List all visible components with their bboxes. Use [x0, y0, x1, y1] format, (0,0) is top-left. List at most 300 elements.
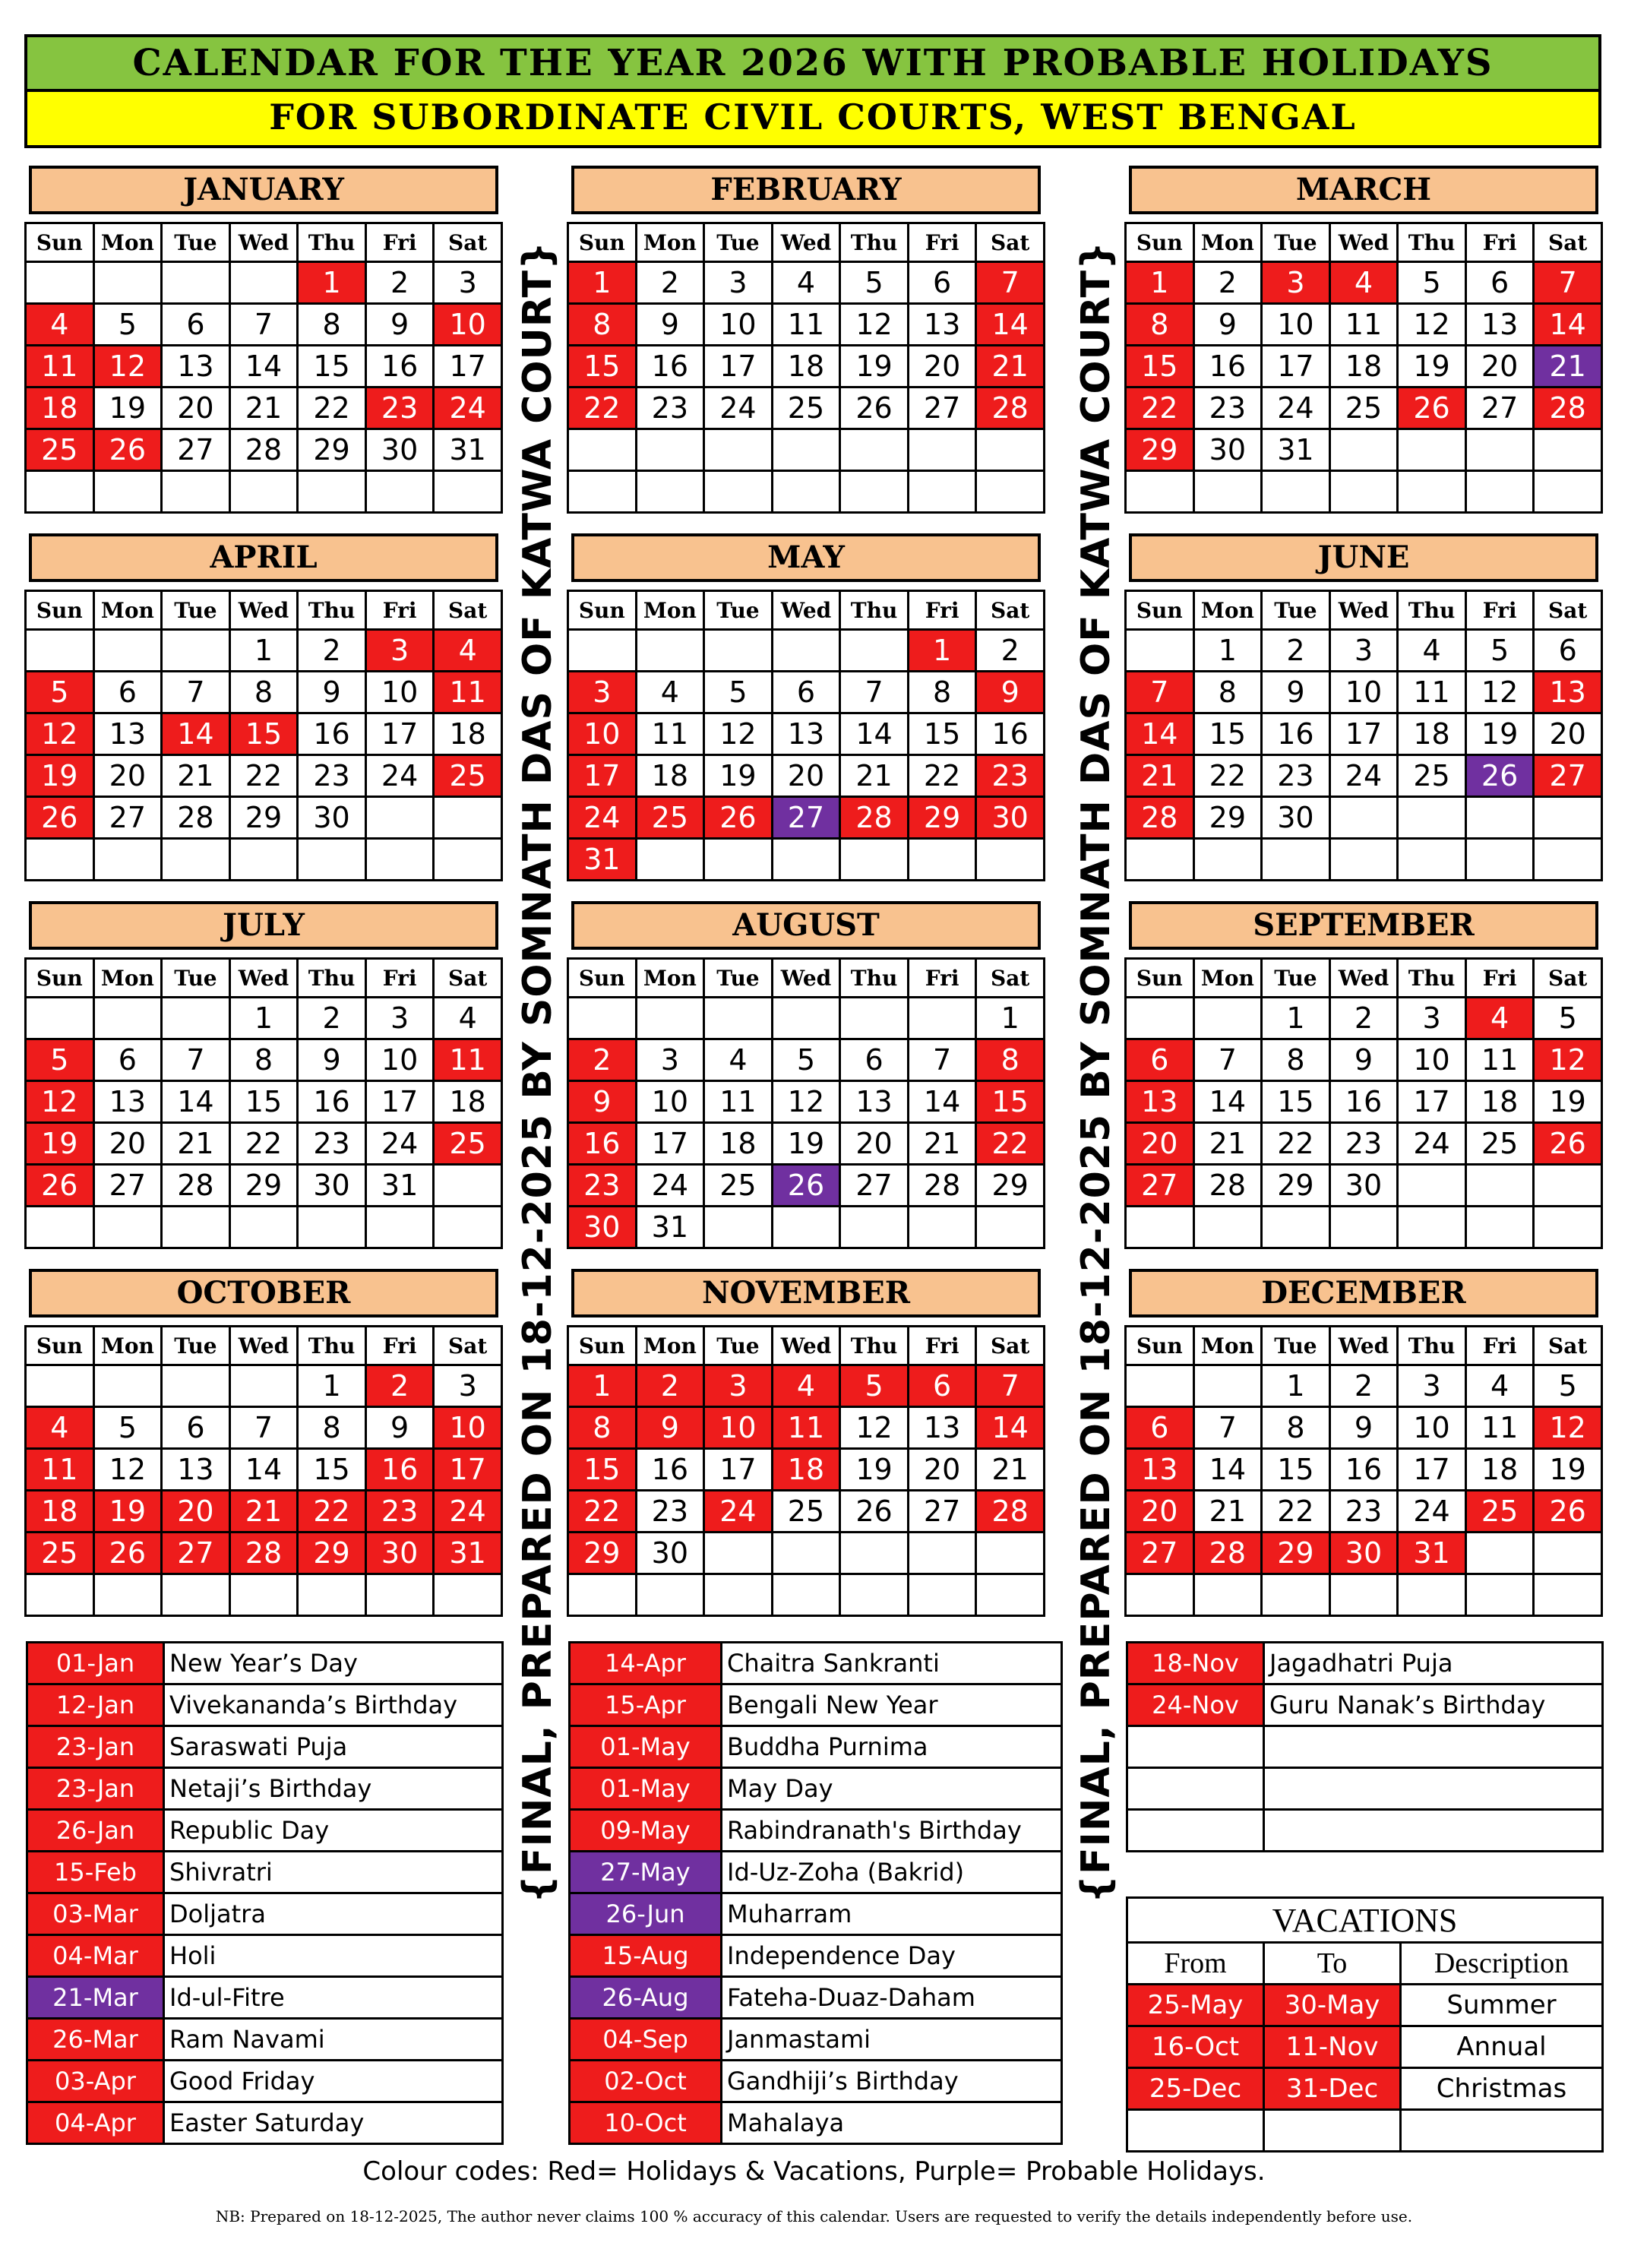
day-cell: 11 — [772, 1407, 840, 1449]
calendar-subtitle: FOR SUBORDINATE CIVIL COURTS, WEST BENGAL — [24, 92, 1601, 148]
holiday-name: Guru Nanak’s Birthday — [1264, 1684, 1603, 1726]
holiday-date: 18-Nov — [1127, 1643, 1264, 1684]
day-cell: 15 — [1262, 1449, 1330, 1491]
day-cell: 3 — [1398, 1365, 1466, 1407]
day-cell: 28 — [229, 1533, 298, 1574]
day-cell: 9 — [636, 1407, 704, 1449]
day-cell: 22 — [1193, 755, 1262, 797]
day-cell: 6 — [93, 672, 162, 713]
day-cell: 6 — [1126, 1407, 1194, 1449]
empty-cell — [162, 630, 230, 672]
day-cell: 21 — [1193, 1491, 1262, 1533]
day-cell: 27 — [1126, 1165, 1194, 1207]
empty-cell — [434, 839, 502, 881]
day-cell: 4 — [1329, 262, 1398, 304]
empty-cell — [1329, 797, 1398, 839]
holiday-date: 01-May — [570, 1768, 722, 1810]
weekday-label: Mon — [93, 591, 162, 630]
day-cell: 6 — [162, 1407, 230, 1449]
day-cell: 6 — [908, 262, 976, 304]
day-cell: 24 — [434, 387, 502, 429]
day-cell: 29 — [229, 797, 298, 839]
empty-cell — [840, 839, 909, 881]
day-cell: 15 — [1262, 1081, 1330, 1123]
day-cell: 4 — [434, 630, 502, 672]
day-cell: 30 — [976, 797, 1045, 839]
holiday-date: 04-Mar — [27, 1935, 164, 1977]
empty-cell — [1193, 1365, 1262, 1407]
day-cell: 8 — [298, 304, 366, 346]
day-cell: 19 — [840, 1449, 909, 1491]
day-cell: 11 — [636, 713, 704, 755]
day-cell: 11 — [26, 1449, 94, 1491]
day-cell: 13 — [908, 304, 976, 346]
weekday-label: Sun — [1126, 1327, 1194, 1365]
month-july — [24, 901, 503, 1249]
vacation-to: 31-Dec — [1264, 2068, 1401, 2110]
empty-cell — [1126, 471, 1194, 513]
weekday-label: Thu — [298, 223, 366, 262]
day-cell: 4 — [1398, 630, 1466, 672]
day-cell: 21 — [162, 755, 230, 797]
day-cell: 18 — [1329, 346, 1398, 387]
empty-cell — [93, 839, 162, 881]
holiday-row — [570, 2061, 1062, 2102]
day-cell: 2 — [636, 262, 704, 304]
day-cell: 13 — [93, 1081, 162, 1123]
day-cell: 1 — [298, 1365, 366, 1407]
day-cell: 2 — [1193, 262, 1262, 304]
weekday-label: Tue — [1262, 223, 1330, 262]
holiday-date: 10-Oct — [570, 2102, 722, 2144]
holiday-date: 01-May — [570, 1726, 722, 1768]
empty-cell — [772, 1207, 840, 1248]
day-cell: 28 — [976, 387, 1045, 429]
empty-cell — [636, 630, 704, 672]
empty-cell — [772, 630, 840, 672]
empty-cell — [976, 1207, 1045, 1248]
weekday-label: Thu — [840, 223, 909, 262]
day-cell: 4 — [636, 672, 704, 713]
weekday-label: Wed — [229, 591, 298, 630]
day-cell: 26 — [704, 797, 773, 839]
day-cell: 7 — [1193, 1039, 1262, 1081]
day-cell: 30 — [1329, 1165, 1398, 1207]
holiday-name: Bengali New Year — [722, 1684, 1062, 1726]
day-cell: 17 — [1398, 1081, 1466, 1123]
empty-cell — [908, 429, 976, 471]
empty-cell — [1465, 471, 1534, 513]
day-cell: 6 — [1126, 1039, 1194, 1081]
empty-cell — [298, 471, 366, 513]
empty-cell — [162, 262, 230, 304]
day-cell: 2 — [365, 262, 434, 304]
day-cell: 24 — [636, 1165, 704, 1207]
day-cell: 15 — [229, 1081, 298, 1123]
day-cell: 22 — [1126, 387, 1194, 429]
empty-cell — [1465, 1533, 1534, 1574]
empty-cell — [908, 839, 976, 881]
day-cell: 11 — [26, 346, 94, 387]
day-cell: 17 — [365, 713, 434, 755]
weekday-label: Sat — [976, 223, 1045, 262]
day-cell: 27 — [93, 797, 162, 839]
day-cell: 9 — [568, 1081, 637, 1123]
day-cell: 22 — [229, 755, 298, 797]
month-june — [1124, 533, 1603, 881]
vacation-description: Christmas — [1401, 2068, 1603, 2110]
weekday-label: Wed — [1329, 591, 1398, 630]
empty-cell — [1262, 839, 1330, 881]
vacation-description — [1401, 2110, 1603, 2152]
holiday-name: Saraswati Puja — [164, 1726, 503, 1768]
holiday-name: Gandhiji’s Birthday — [722, 2061, 1062, 2102]
empty-cell — [772, 1574, 840, 1616]
vacation-from: 16-Oct — [1127, 2026, 1264, 2068]
day-cell: 26 — [1398, 387, 1466, 429]
holiday-date: 26-Aug — [570, 1977, 722, 2019]
day-cell: 17 — [1329, 713, 1398, 755]
weekday-label: Thu — [298, 959, 366, 998]
day-cell: 2 — [1329, 998, 1398, 1039]
holiday-name: Jagadhatri Puja — [1264, 1643, 1603, 1684]
day-cell: 9 — [976, 672, 1045, 713]
day-cell: 20 — [93, 1123, 162, 1165]
day-cell: 6 — [1465, 262, 1534, 304]
day-cell: 16 — [976, 713, 1045, 755]
day-cell: 13 — [840, 1081, 909, 1123]
day-cell: 1 — [1193, 630, 1262, 672]
weekday-label: Wed — [229, 1327, 298, 1365]
day-cell: 14 — [1193, 1449, 1262, 1491]
day-cell: 23 — [636, 1491, 704, 1533]
vacation-from: 25-May — [1127, 1985, 1264, 2026]
day-cell: 24 — [704, 1491, 773, 1533]
weekday-label: Tue — [1262, 959, 1330, 998]
day-cell: 25 — [1329, 387, 1398, 429]
month-name: JUNE — [1129, 533, 1598, 582]
day-cell: 13 — [93, 713, 162, 755]
day-cell: 30 — [636, 1533, 704, 1574]
day-cell: 30 — [568, 1207, 637, 1248]
day-cell: 1 — [568, 262, 637, 304]
day-cell: 22 — [298, 1491, 366, 1533]
day-cell: 4 — [26, 304, 94, 346]
empty-cell — [772, 998, 840, 1039]
weekday-label: Sun — [26, 591, 94, 630]
weekday-label: Sat — [1534, 959, 1602, 998]
day-cell: 15 — [568, 1449, 637, 1491]
empty-cell — [1126, 1365, 1194, 1407]
weekday-label: Tue — [1262, 591, 1330, 630]
day-cell: 7 — [229, 1407, 298, 1449]
vacation-description: Summer — [1401, 1985, 1603, 2026]
day-cell: 25 — [26, 429, 94, 471]
empty-cell — [1329, 471, 1398, 513]
month-name: SEPTEMBER — [1129, 901, 1598, 950]
weekday-label: Sat — [434, 1327, 502, 1365]
empty-cell — [229, 1365, 298, 1407]
weekday-label: Tue — [1262, 1327, 1330, 1365]
day-cell: 12 — [1398, 304, 1466, 346]
day-cell: 30 — [1262, 797, 1330, 839]
day-cell: 7 — [162, 672, 230, 713]
day-cell: 30 — [1193, 429, 1262, 471]
holiday-row — [570, 1935, 1062, 1977]
weekday-label: Sat — [1534, 591, 1602, 630]
empty-cell — [298, 839, 366, 881]
empty-cell — [298, 1574, 366, 1616]
day-cell: 25 — [704, 1165, 773, 1207]
day-cell: 21 — [840, 755, 909, 797]
empty-cell — [1193, 1574, 1262, 1616]
day-cell: 17 — [434, 346, 502, 387]
day-cell: 14 — [840, 713, 909, 755]
day-cell: 18 — [434, 713, 502, 755]
day-cell: 17 — [636, 1123, 704, 1165]
day-cell: 5 — [772, 1039, 840, 1081]
empty-cell — [1193, 471, 1262, 513]
day-cell: 22 — [568, 387, 637, 429]
weekday-label: Fri — [908, 959, 976, 998]
weekday-label: Wed — [229, 223, 298, 262]
day-cell: 7 — [1126, 672, 1194, 713]
day-cell: 14 — [162, 1081, 230, 1123]
day-cell: 12 — [93, 1449, 162, 1491]
empty-cell — [26, 471, 94, 513]
month-name: APRIL — [29, 533, 498, 582]
day-cell: 25 — [636, 797, 704, 839]
day-cell: 28 — [229, 429, 298, 471]
day-cell: 12 — [1534, 1407, 1602, 1449]
holiday-row — [570, 1893, 1062, 1935]
day-cell: 31 — [434, 1533, 502, 1574]
holiday-row — [27, 1852, 503, 1893]
day-cell: 20 — [840, 1123, 909, 1165]
empty-cell — [93, 998, 162, 1039]
holiday-name: Mahalaya — [722, 2102, 1062, 2144]
holiday-list-1 — [26, 1641, 504, 2145]
day-cell: 3 — [365, 630, 434, 672]
empty-cell — [26, 839, 94, 881]
day-cell: 22 — [1262, 1491, 1330, 1533]
holiday-row — [27, 1935, 503, 1977]
day-cell: 17 — [568, 755, 637, 797]
day-cell: 20 — [162, 387, 230, 429]
month-name: MAY — [571, 533, 1041, 582]
day-cell: 25 — [26, 1533, 94, 1574]
day-cell: 11 — [1329, 304, 1398, 346]
day-cell: 13 — [772, 713, 840, 755]
holiday-name: Ram Navami — [164, 2019, 503, 2061]
day-cell: 10 — [1262, 304, 1330, 346]
day-cell: 24 — [365, 1123, 434, 1165]
weekday-label: Wed — [772, 591, 840, 630]
empty-cell — [704, 1533, 773, 1574]
day-cell: 9 — [298, 672, 366, 713]
day-cell: 1 — [1262, 998, 1330, 1039]
empty-cell — [1398, 1207, 1466, 1248]
empty-cell — [298, 1207, 366, 1248]
holiday-date: 26-Jun — [570, 1893, 722, 1935]
day-cell: 5 — [1465, 630, 1534, 672]
holiday-date: 04-Sep — [570, 2019, 722, 2061]
day-cell: 2 — [1262, 630, 1330, 672]
month-november — [567, 1269, 1045, 1617]
weekday-label: Wed — [772, 223, 840, 262]
empty-cell — [772, 839, 840, 881]
day-cell: 20 — [1465, 346, 1534, 387]
holiday-name: Id-ul-Fitre — [164, 1977, 503, 2019]
holiday-row — [27, 2019, 503, 2061]
day-cell: 14 — [976, 304, 1045, 346]
day-cell: 17 — [434, 1449, 502, 1491]
day-cell: 29 — [976, 1165, 1045, 1207]
day-cell: 21 — [976, 346, 1045, 387]
empty-cell — [1398, 839, 1466, 881]
empty-cell — [908, 471, 976, 513]
holiday-date: 24-Nov — [1127, 1684, 1264, 1726]
day-cell: 22 — [298, 387, 366, 429]
day-cell: 3 — [434, 262, 502, 304]
month-january — [24, 166, 503, 514]
day-cell: 7 — [1193, 1407, 1262, 1449]
holiday-row — [27, 2061, 503, 2102]
day-cell: 31 — [434, 429, 502, 471]
month-name: DECEMBER — [1129, 1269, 1598, 1317]
day-cell: 26 — [1465, 755, 1534, 797]
weekday-label: Sat — [976, 1327, 1045, 1365]
empty-cell — [636, 1574, 704, 1616]
day-cell: 16 — [298, 713, 366, 755]
holiday-name: Republic Day — [164, 1810, 503, 1852]
day-cell: 19 — [93, 387, 162, 429]
day-cell: 12 — [26, 1081, 94, 1123]
empty-cell — [1329, 429, 1398, 471]
holiday-date: 02-Oct — [570, 2061, 722, 2102]
vacation-row — [1127, 2110, 1603, 2152]
empty-cell — [976, 471, 1045, 513]
day-cell: 26 — [772, 1165, 840, 1207]
empty-cell — [840, 471, 909, 513]
holiday-name — [1264, 1768, 1603, 1810]
holiday-name: Good Friday — [164, 2061, 503, 2102]
weekday-label: Tue — [162, 223, 230, 262]
empty-cell — [1329, 1574, 1398, 1616]
holiday-row — [570, 1684, 1062, 1726]
day-cell: 27 — [1465, 387, 1534, 429]
day-cell: 16 — [1262, 713, 1330, 755]
empty-cell — [976, 429, 1045, 471]
empty-cell — [93, 471, 162, 513]
colour-legend: Colour codes: Red= Holidays & Vacations, Purple= Probable Holidays. — [362, 2156, 1266, 2187]
day-cell: 29 — [229, 1165, 298, 1207]
weekday-label: Sat — [434, 223, 502, 262]
day-cell: 17 — [1262, 346, 1330, 387]
day-cell: 24 — [1262, 387, 1330, 429]
vacation-row — [1127, 1985, 1603, 2026]
day-cell: 25 — [1465, 1491, 1534, 1533]
empty-cell — [1534, 1574, 1602, 1616]
day-cell: 12 — [1465, 672, 1534, 713]
empty-cell — [1534, 1165, 1602, 1207]
day-cell: 16 — [1329, 1081, 1398, 1123]
day-cell: 27 — [93, 1165, 162, 1207]
empty-cell — [26, 1207, 94, 1248]
weekday-label: Fri — [908, 223, 976, 262]
holiday-row — [570, 1768, 1062, 1810]
empty-cell — [704, 839, 773, 881]
day-cell: 23 — [365, 1491, 434, 1533]
day-cell: 17 — [704, 346, 773, 387]
day-cell: 24 — [1398, 1491, 1466, 1533]
day-cell: 7 — [1534, 262, 1602, 304]
day-cell: 26 — [26, 1165, 94, 1207]
day-cell: 4 — [26, 1407, 94, 1449]
day-cell: 21 — [908, 1123, 976, 1165]
day-cell: 11 — [704, 1081, 773, 1123]
empty-cell — [26, 262, 94, 304]
weekday-label: Fri — [1465, 591, 1534, 630]
day-cell: 5 — [1398, 262, 1466, 304]
empty-cell — [840, 1207, 909, 1248]
month-march — [1124, 166, 1603, 514]
weekday-label: Thu — [840, 959, 909, 998]
day-cell: 13 — [1126, 1081, 1194, 1123]
weekday-label: Mon — [93, 959, 162, 998]
holiday-row — [570, 1852, 1062, 1893]
weekday-label: Mon — [1193, 591, 1262, 630]
weekday-label: Fri — [1465, 223, 1534, 262]
day-cell: 23 — [1262, 755, 1330, 797]
empty-cell — [1193, 1207, 1262, 1248]
day-cell: 27 — [908, 1491, 976, 1533]
day-cell: 27 — [772, 797, 840, 839]
day-cell: 11 — [434, 1039, 502, 1081]
day-cell: 22 — [1262, 1123, 1330, 1165]
empty-cell — [976, 839, 1045, 881]
day-cell: 23 — [1329, 1123, 1398, 1165]
holiday-row — [27, 2102, 503, 2144]
holiday-date — [1127, 1810, 1264, 1852]
day-cell: 18 — [434, 1081, 502, 1123]
day-cell: 28 — [1193, 1533, 1262, 1574]
day-cell: 16 — [365, 1449, 434, 1491]
day-cell: 15 — [298, 346, 366, 387]
holiday-date: 01-Jan — [27, 1643, 164, 1684]
day-cell: 22 — [568, 1491, 637, 1533]
day-cell: 5 — [840, 1365, 909, 1407]
empty-cell — [1534, 429, 1602, 471]
day-cell: 17 — [704, 1449, 773, 1491]
day-cell: 22 — [976, 1123, 1045, 1165]
day-cell: 8 — [908, 672, 976, 713]
day-cell: 15 — [1193, 713, 1262, 755]
weekday-label: Fri — [1465, 959, 1534, 998]
empty-cell — [365, 797, 434, 839]
day-cell: 13 — [162, 346, 230, 387]
holiday-row — [1127, 1643, 1603, 1684]
weekday-label: Thu — [298, 591, 366, 630]
day-cell: 16 — [636, 346, 704, 387]
day-cell: 8 — [1262, 1407, 1330, 1449]
day-cell: 29 — [568, 1533, 637, 1574]
day-cell: 14 — [1193, 1081, 1262, 1123]
day-cell: 16 — [1329, 1449, 1398, 1491]
day-cell: 31 — [568, 839, 637, 881]
day-cell: 26 — [93, 429, 162, 471]
day-cell: 5 — [26, 672, 94, 713]
